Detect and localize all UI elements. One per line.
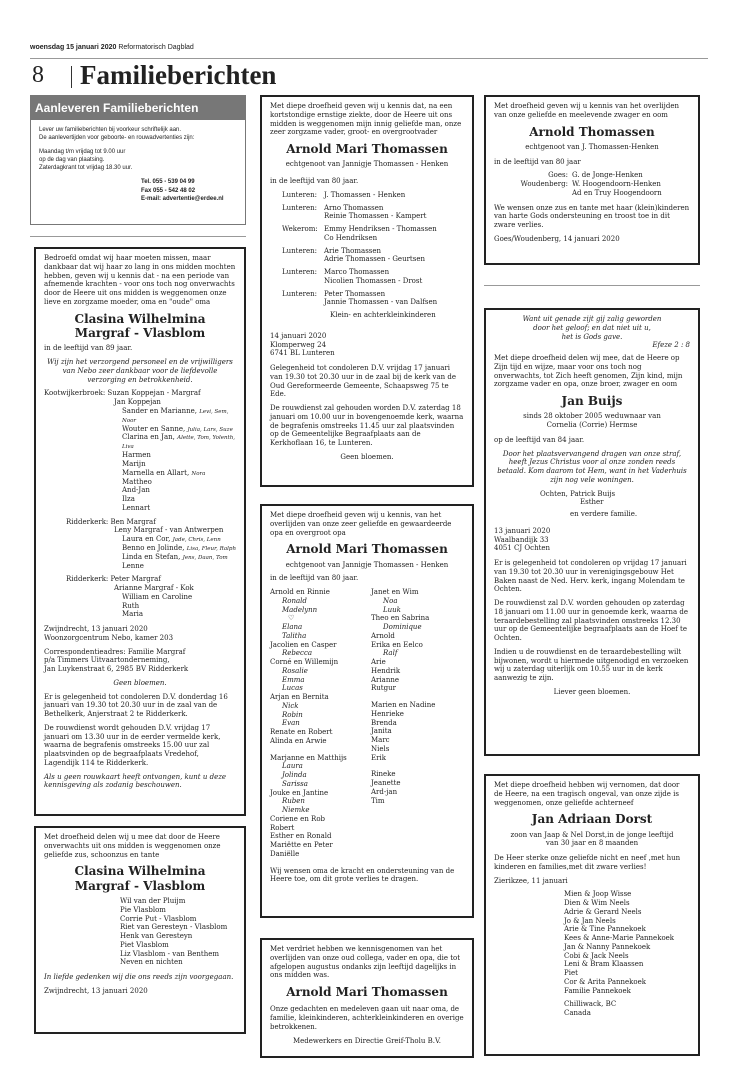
notice-quote: Door het plaatsvervangend dragen van onze straf, heeft Jezus Christus voor al onze zonden reeds betaald. Kom daarom tot Hem, want in het Vaderhuis zijn nog vele woningen.	[497, 449, 687, 484]
grandchild-name: Noa	[383, 596, 398, 605]
address: 14 januari 2020 Klomperweg 24 6741 BL Lunteren	[270, 331, 335, 358]
grandchild-name	[270, 746, 363, 754]
grandchild-name: Laura	[282, 762, 303, 771]
notice-age: in de leeftijd van 80 jaar.	[270, 177, 359, 186]
relative-name: Cor & Arita Pannekoek	[564, 977, 647, 986]
grandchild-name: Tim	[371, 796, 385, 805]
relative-name: Kees & Anne-Marie Pannekoek	[564, 934, 675, 943]
grandchild-name: Hendrik	[371, 666, 401, 675]
grandchild-name: Arjan en Bernita	[270, 693, 329, 702]
section-title: Familieberichten	[80, 60, 277, 90]
relative-name: Arie & Tine Pannekoek	[564, 925, 646, 934]
funeral-info: De rouwdienst wordt gehouden D.V. vrijdag 17 januari om 13.30 uur in de eerder vermelde kerk, waarna de begrafenis omstreeks 15.00 uur zal plaatsvinden op de begraafplaats Vredehof, Lagendijk 114 te Ridderkerk.	[44, 723, 221, 767]
deceased-name: Arnold Thomassen	[529, 124, 655, 139]
grandchild-name: Ronald	[282, 596, 307, 605]
grandchild-name: Sarissa	[282, 779, 308, 788]
family-list: Lunteren: J. Thomassen - Henken Lunteren: Arno Thomassen Reinie Thomassen - Kampert Wekerom: Emmy Hendriksen - Thomassen Co Hendriksen Lunteren: Arie Thomassen Adrie Thomassen - Geurtsen Lunteren: Marco Thomassen Nicolien Thomassen - Drost Lunteren: Peter Thomassen Jannie Thomassen - van Dalfsen Klein- en achterkleinkinderen	[282, 190, 438, 320]
notice-intro: Met diepe droefheid hebben wij vernomen, dat door de Heere, na een tragisch ongeval, van onze zijde is weggenomen, onze geliefde achterneef	[494, 781, 680, 807]
header-rule	[30, 58, 708, 59]
info-contact	[31, 178, 245, 202]
grandchild-name	[371, 762, 464, 770]
grandchild-name: Daniëlle	[270, 849, 300, 858]
header-paper: Reformatorisch Dagblad	[118, 44, 194, 51]
no-flowers: Geen bloemen.	[340, 452, 394, 461]
verse-reference: Efeze 2 : 8	[652, 341, 690, 350]
notice-intro: Bedroefd omdat wij haar moeten missen, maar dankbaar dat wij haar zo lang in ons midden mochten hebben, geven wij u kennis dat - na een periode van afnemende krachten - voor ons toch nog onverwachts door de Heere uit ons midden is weggenomen onze lieve en zorgzame moeder, oma en "oude" oma	[44, 254, 236, 306]
grandchild-name: Rosalie	[282, 666, 308, 675]
info-title: Aanleveren Familieberichten	[31, 96, 245, 120]
info-line: De aanlevertijden voor geboorte- en rouwadvertenties zijn:	[39, 135, 195, 142]
grandchild-name: Erik	[371, 753, 386, 762]
grandchild-name: Brenda	[371, 718, 397, 727]
grandchild-name: Dominique	[383, 623, 422, 632]
grandchild-name: Madelynn	[282, 605, 318, 614]
deceased-name: Clasina Wilhelmina Margraf - Vlasblom	[74, 864, 206, 893]
relative-name: Dien & Wim Neels	[564, 899, 630, 908]
grandchild-name: Arnold en Rinnie	[270, 588, 330, 597]
info-line: op de dag van plaatsing.	[39, 157, 105, 164]
page-header	[30, 44, 194, 51]
condolence-info: Er is gelegenheid tot condoleren D.V. donderdag 16 januari van 19.30 tot 20.30 uur in de zaal van de Bethelkerk, Anjerstraat 2 te Ridderkerk.	[44, 692, 228, 719]
grandchild-name: Rineke	[371, 770, 396, 779]
info-line: Zaterdagkrant tot vrijdag 18.30 uur.	[39, 165, 133, 172]
info-email: E-mail: advertentie@erdee.nl	[141, 195, 224, 202]
grandchild-name: Theo en Sabrina	[371, 614, 430, 623]
spouse-line: echtgenoot van Jannigje Thomassen - Henken	[285, 160, 449, 169]
notice-note: Indien u de rouwdienst en de teraardebestelling wilt bijwonen, wordt u hiermede uitgenodigd en verzoeken wij u zaterdag uiterlijk om 10.55 uur in de kerk aanwezig te zijn.	[494, 647, 689, 683]
grandchild-name: Janet en Wim	[371, 588, 419, 597]
grandchild-name: Arnold	[371, 631, 395, 640]
notice-margraf-family	[34, 247, 246, 816]
grandchild-name: Robert	[270, 823, 295, 832]
relative-name: Jan & Nanny Pannekoek	[564, 942, 651, 951]
notice-intro: Met diepe droefheid geven wij u kennis, van het overlijden van onze zeer geliefde en gewaardeerde opa en overgroot opa	[270, 511, 452, 537]
grandchild-name: Rebecca	[282, 649, 313, 658]
grandchild-name: Elana	[282, 623, 303, 632]
info-text	[31, 120, 245, 178]
condolence-info: Gelegenheid tot condoleren D.V. vrijdag 17 januari van 19.30 tot 20.30 uur in de zaal bij de kerk van de Oud Gereformeerde Gemeente, Schaapsweg 75 te Ede.	[270, 364, 457, 399]
deceased-name: Arnold Mari Thomassen	[286, 985, 448, 999]
notice-intro: Met droefheid delen wij u mee dat door de Heere onverwachts uit ons midden is weggenomen onze geliefde zus, schoonzus en tante	[44, 833, 221, 859]
notice-dorst	[484, 774, 700, 1056]
notice-signature: Medewerkers en Directie Greif-Tholu B.V.	[292, 1036, 442, 1045]
relative-name: Mien & Joop Wisse	[564, 890, 632, 899]
place-date: Zierikzee, 11 januari	[494, 876, 568, 885]
notice-thomassen-colleagues	[260, 938, 474, 1058]
grandchild-name: Lucas	[282, 684, 303, 693]
notice-intro: Met diepe droefheid delen wij mee, dat de Heere op Zijn tijd en wijze, maar voor ons toch nog onverwachts, tot Zich heeft genomen, Zijn kind, mijn zorgzame vader en opa, onze broer, zwager en oom	[494, 354, 683, 389]
grandchild-name: Jolinda	[282, 771, 307, 780]
notice-age: in de leeftijd van 80 jaar.	[270, 574, 359, 583]
info-line: Lever uw familieberichten bij voorkeur schriftelijk aan.	[39, 127, 182, 133]
relative-name: Chilliwack, BC	[564, 1000, 617, 1009]
notice-intro: Met verdriet hebben we kennisgenomen van het overlijden van onze oud collega, vader en opa, die tot afgelopen augustus ondanks zijn leeftijd dagelijks in ons midden was.	[270, 945, 461, 980]
notice-thanks: Wij zijn het verzorgend personeel en de vrijwilligers van Nebo zeer dankbaar voor de liefdevolle verzorging en betrokkenheid.	[47, 358, 233, 384]
grandchild-name: Marc	[371, 736, 390, 745]
grandchild-name: Arie	[371, 658, 386, 667]
notice-intro: Met diepe droefheid geven wij u kennis dat, na een kortstondige ernstige ziekte, door de Heere uit ons midden is weggenomen mijn innig geliefde man, onze zeer zorgzame vader, groot- en overgrootvader	[270, 102, 462, 137]
relative-name: Cobi & Jack Neels	[564, 951, 629, 960]
notice-text: De Heer sterke onze geliefde nicht en neef ,met hun kinderen en families,met dit zware verlies!	[494, 854, 681, 871]
family-list: Ochten, Patrick Buijs Esther en verdere familie.	[540, 489, 638, 519]
grandchild-name: Ard-jan	[371, 787, 398, 796]
grandchild-name: Nick	[282, 701, 299, 710]
column-divider	[30, 236, 246, 237]
family-list	[494, 890, 690, 1018]
grandchild-name: Henrieke	[371, 709, 404, 718]
correspondence: Correspondentieadres: Familie Margraf p/a Timmers Uitvaartonderneming, Jan Luykenstraat 6, 2985 BV Ridderkerk	[44, 647, 189, 674]
grandchild-name: Mariëtte en Peter	[270, 841, 333, 850]
grandchild-name: Marjanne en Matthijs	[270, 753, 347, 762]
grandchild-name: Robin	[282, 710, 303, 719]
spouse-line: echtgenoot van Jannigje Thomassen - Henken	[285, 560, 449, 569]
notice-wish: We wensen onze zus en tante met haar (klein)kinderen van harte Gods ondersteuning en troost toe in dit zware verlies.	[494, 203, 690, 230]
grandchild-name: Talitha	[282, 631, 307, 640]
grandchild-name: Evan	[282, 719, 300, 728]
spouse-line: echtgenoot van J. Thomassen-Henken	[525, 142, 659, 151]
family-list: Goes: G. de Jonge-Henken Woudenberg: W. Hoogendoorn-Henken Ad en Truy Hoogendoorn	[520, 171, 662, 197]
grandchild-name: Emma	[282, 675, 305, 684]
grandchild-name: Janita	[371, 727, 392, 736]
deceased-name: Arnold Mari Thomassen	[286, 142, 448, 156]
deceased-name: Arnold Mari Thomassen	[286, 542, 448, 557]
son-line: zoon van Jaap & Nel Dorst,in de jonge leeftijd van 30 jaar en 8 maanden	[510, 830, 674, 848]
grandchild-name: Alinda en Arwie	[270, 736, 327, 745]
grandchild-name: Marien en Nadine	[371, 701, 436, 710]
grandchild-name: Jacolien en Casper	[270, 640, 337, 649]
address: 13 januari 2020 Waalbandijk 33 4051 CJ Ochten	[494, 526, 551, 553]
info-fax: Fax 055 - 542 48 02	[141, 187, 196, 194]
notice-note: Als u geen rouwkaart heeft ontvangen, kunt u deze kennisgeving als zodanig beschouwen.	[44, 772, 227, 790]
header-date: woensdag 15 januari 2020	[30, 44, 117, 51]
grandchild-name	[371, 693, 464, 701]
notice-age: op de leeftijd van 84 jaar.	[494, 435, 585, 444]
grandchild-name: Rutgur	[371, 684, 396, 693]
title-separator	[71, 66, 72, 88]
grandchild-name: Corné en Willemijn	[270, 658, 339, 667]
relative-name: Piet	[564, 969, 578, 978]
notice-text: Onze gedachten en medeleven gaan uit naar oma, de familie, kleinkinderen, achterkleinkinderen en overige betrokkenen.	[270, 1005, 464, 1031]
grandchild-name: Arianne	[371, 675, 399, 684]
grandchild-name: Jouke en Jantine	[270, 788, 329, 797]
deceased-name: Jan Buijs	[561, 394, 623, 408]
place-date: Zwijndrecht, 13 januari 2020	[44, 986, 148, 995]
notice-memory: In liefde gedenken wij die ons reeds zijn voorgegaan.	[44, 973, 234, 982]
notice-thomassen-grandchildren	[260, 504, 474, 918]
notice-margraf-siblings	[34, 826, 246, 1034]
notice-age: in de leeftijd van 80 jaar	[494, 157, 581, 166]
grandchild-name: Erika en Eelco	[371, 640, 423, 649]
grandchild-name: Esther en Ronald	[270, 832, 332, 841]
grandchild-name: Ralf	[383, 649, 398, 658]
notice-buijs	[484, 308, 700, 756]
bible-verse: Want uit genade zijt gij zalig geworden door het geloof; en dat niet uit u, het is Gods gave.	[522, 315, 662, 341]
grandchild-name: Niels	[371, 744, 390, 753]
relative-name: Familie Pannekoek	[564, 986, 631, 995]
no-flowers: Liever geen bloemen.	[553, 687, 631, 696]
grandchild-name: Niemke	[282, 806, 310, 815]
relative-name: Canada	[564, 1009, 591, 1018]
grandchild-name: Coriene en Rob	[270, 814, 326, 823]
grandchild-name: Renate en Robert	[270, 728, 333, 737]
notice-thomassen-inlaws	[484, 95, 700, 265]
funeral-info: De rouwdienst zal gehouden worden D.V. zaterdag 18 januari om 10.00 uur in bovengenoemde kerk, waarna de begrafenis omstreeks 11.45 uur zal plaatsvinden op de Gemeentelijke Begraafplaats aan de Kerkhoflaan 16, te Lunteren.	[270, 404, 464, 448]
grandchild-name: Jeanette	[371, 779, 401, 788]
condolence-info: Er is gelegenheid tot condoleren op vrijdag 17 januari van 19.30 tot 20.30 uur in verenigingsgebouw Het Baken naast de Ned. Herv. kerk, ingang Molendam te Ochten.	[494, 559, 687, 594]
notice-closing: Wij wensen oma de kracht en ondersteuning van de Heere toe, om dit grote verlies te dragen.	[270, 866, 455, 884]
page-number: 8	[32, 62, 44, 88]
deceased-name: Clasina Wilhelmina Margraf - Vlasblom	[74, 311, 206, 340]
grandchild-name: Luuk	[383, 605, 401, 614]
relative-name: Leni & Bram Klaassen	[564, 960, 644, 969]
relative-name: Jo & Jan Neels	[564, 916, 616, 925]
family-list: Kootwijkerbroek: Suzan Koppejan - Margraf Jan Koppejan Sander en Marianne, Levi, Sem, Noor Wouter en Sanne, Julia, Lars, Suze Clarina en Jan, Alette, Tom, Yolenth, Liva Harmen Marijn Marnella en Allart, Nora Mattheo And-Jan Ilza Lennart Ridderkerk: Ben Margraf Leny Margraf - van Antwerpen Laura en Cor, Jade, Chris, Lenn Benno en Jolinde, Lisa, Fleur, Ralph Linda en Stefan, Jens, Daan, Tom Lenne Ridderkerk: Peter Margraf Arianne Margraf - Kok William en Caroline Ruth Maria	[44, 389, 236, 619]
widower-line: sinds 28 oktober 2005 weduwnaar van Cornelia (Corrie) Hermse	[523, 412, 661, 430]
place-date: Zwijndrecht, 13 januari 2020 Woonzorgcentrum Nebo, kamer 203	[44, 625, 174, 642]
info-phone: Tel. 055 - 539 04 99	[141, 179, 195, 186]
column-divider	[484, 285, 700, 286]
grandchild-name: Ruben	[282, 797, 305, 806]
notice-intro: Met droefheid geven wij u kennis van het overlijden van onze geliefde en meelevende zwager en oom	[494, 102, 679, 119]
deceased-name: Jan Adriaan Dorst	[531, 812, 653, 827]
place-date: Goes/Woudenberg, 14 januari 2020	[494, 234, 620, 243]
funeral-info: De rouwdienst zal D.V. worden gehouden op zaterdag 18 januari om 11.00 uur in genoemde kerk, waarna de teraardebestelling zal plaatsvinden omstreeks 12.30 uur op de Gemeentelijke begraafplaats aan de Hoef te Ochten.	[494, 599, 688, 643]
grandchildren-list	[270, 588, 464, 859]
notice-age: in de leeftijd van 89 jaar.	[44, 344, 133, 353]
family-list: Wil van der Pluijm Pie Vlasblom Corrie Put - Vlasblom Riet van Geresteyn - Vlasblom Henk van Geresteyn Piet Vlasblom Liz Vlasblom - van Benthem Neven en nichten	[120, 897, 228, 967]
no-flowers: Geen bloemen.	[113, 678, 167, 687]
relative-name: Adrie & Gerard Neels	[564, 907, 642, 916]
info-box	[30, 95, 246, 225]
info-line: Maandag t/m vrijdag tot 9.00 uur	[39, 149, 126, 156]
grandchild-name: ♡	[288, 614, 295, 623]
notice-thomassen-family	[260, 95, 474, 487]
